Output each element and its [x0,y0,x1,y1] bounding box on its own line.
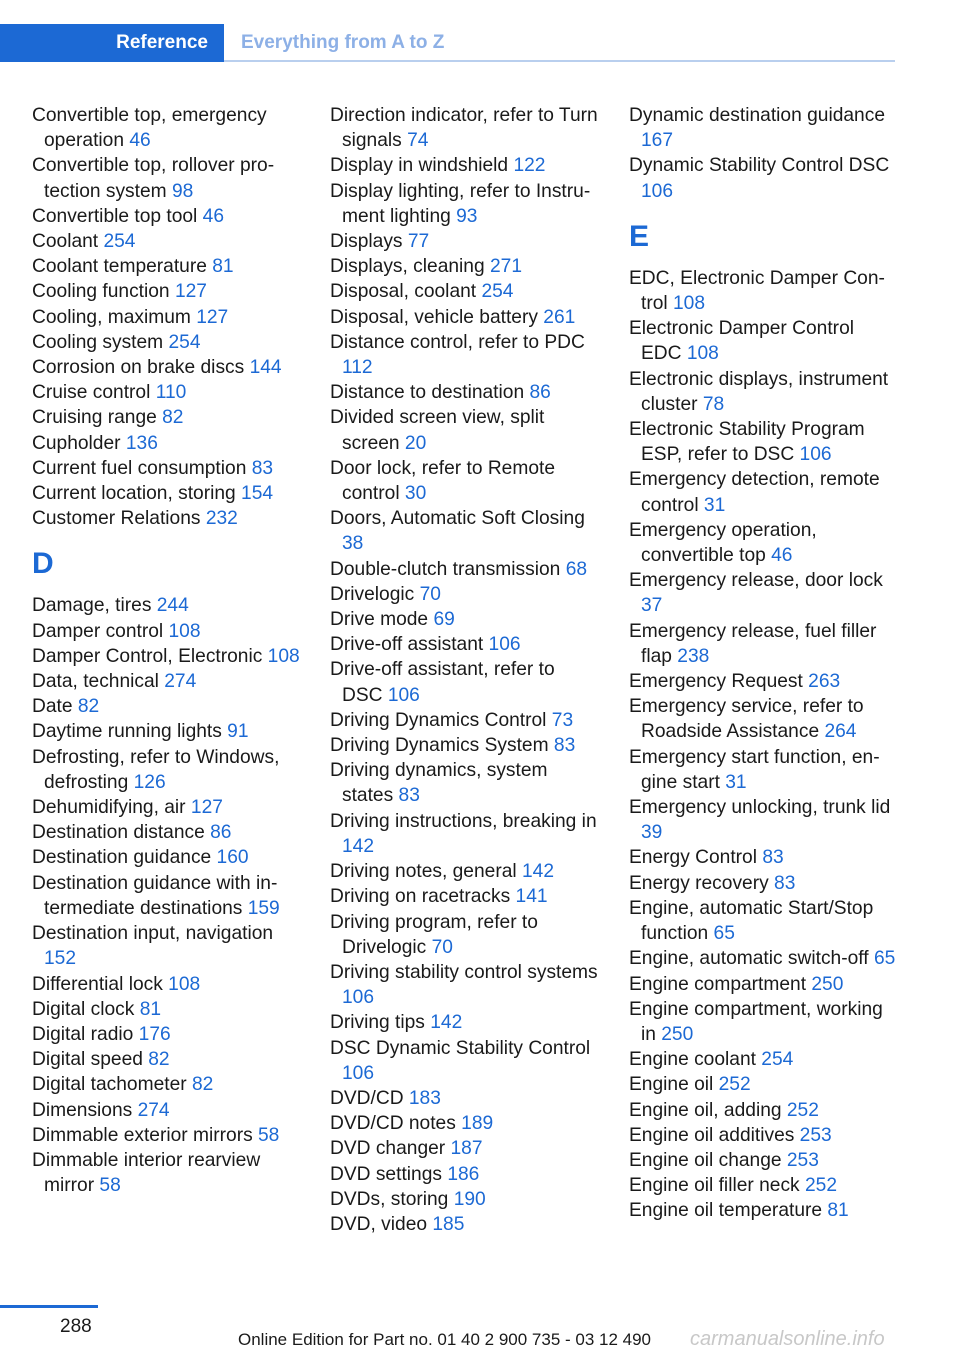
index-entry [330,884,600,909]
header-title: Everything from A to Z [241,32,445,53]
index-page-link[interactable]: 263 [808,671,841,693]
index-page-link[interactable]: 106 [799,444,832,466]
index-page-link[interactable]: 70 [419,583,441,605]
index-entry [330,506,600,556]
index-entry [629,568,899,618]
index-page-link[interactable]: 142 [342,835,375,857]
index-entry-text: Drive mode [330,609,434,631]
index-entry [330,557,600,582]
index-entry [330,582,600,607]
index-entry-text: Driving Dynamics Control [330,709,552,731]
index-entry [330,1212,600,1237]
index-entry [32,997,302,1022]
index-entry-text: Energy Control [629,847,763,869]
index-entry-text: Engine oil temperature [629,1200,828,1222]
index-entry [330,229,600,254]
index-entry-text: Electronic displays, instrument cluster [629,368,889,415]
index-entry-text: Current location, storing [32,483,242,505]
index-entry [629,1123,899,1148]
index-entry-text: Emergency unlocking, trunk lid [629,797,891,819]
index-entry-text: Convertible top, rollover protection system [32,155,275,202]
index-entry-text: Emergency operation, convertible top [629,519,817,567]
index-page-link[interactable]: 83 [251,457,274,479]
index-page-link[interactable]: 159 [247,897,280,919]
index-page-link[interactable]: 127 [190,797,223,819]
index-entry-text: Engine oil filler neck [629,1175,805,1197]
index-page-link[interactable]: 254 [481,281,514,303]
index-entry-text: Driving tips [330,1012,431,1034]
index-entry-text: Display lighting, refer to Instrument lighting [330,180,591,227]
header-rule [224,60,895,62]
index-entry [330,809,600,859]
index-entry-text: Dehumidifying, air [32,797,191,819]
index-entry-text: Driving stability control systems [330,961,598,983]
index-entry-text: Direction indicator, refer to Turn signals [330,105,598,152]
watermark: carmanualsonline.info [690,1328,885,1350]
index-entry [32,103,302,153]
index-entry-text: Coolant temperature [32,256,213,278]
index-entry-text: Drive-off assistant [330,634,489,656]
index-entry-text: DVDs, storing [330,1188,454,1210]
index-entry-text: Engine, automatic Start/Stop function [629,897,874,945]
index-page-link[interactable]: 254 [761,1049,794,1071]
index-entry [629,896,899,946]
index-page-link[interactable]: 106 [387,684,420,706]
index-column-3 [629,103,899,1224]
index-page-link[interactable]: 152 [44,948,77,970]
index-entry-text: Displays, cleaning [330,256,490,278]
index-entry [32,405,302,430]
index-entry-text: Dynamic destination guidance [629,105,885,126]
index-entry-text: Destination distance [32,822,211,844]
index-entry [32,153,302,203]
index-page-link[interactable]: 136 [125,432,158,454]
index-entry-text: Energy recovery [629,872,775,894]
index-entry [629,972,899,997]
index-letter-heading: E [629,219,650,253]
index-entry [330,1036,600,1086]
index-entry-text: Engine oil additives [629,1124,800,1146]
index-entry-text: Daytime running lights [32,721,228,743]
index-page-link[interactable]: 108 [686,343,719,365]
index-entry-text: Dimensions [32,1099,138,1121]
index-entry [32,355,302,380]
index-entry [629,871,899,896]
index-entry [32,481,302,506]
index-entry [629,153,899,203]
index-entry [32,1148,302,1198]
index-entry [32,506,302,531]
index-page-link[interactable]: 46 [202,205,224,227]
index-entry [629,417,899,467]
index-entry [32,330,302,355]
index-page-link[interactable]: 86 [210,822,232,844]
index-entry [629,669,899,694]
index-page-link[interactable]: 185 [432,1213,465,1235]
index-page-link[interactable]: 183 [408,1087,441,1109]
index-page-link[interactable]: 68 [565,558,588,580]
index-entry [32,871,302,921]
index-entry-text: Damage, tires [32,595,157,617]
page-number: 288 [60,1316,92,1337]
footer-rule [0,1305,98,1308]
index-entry-text: Driving Dynamics System [330,735,554,757]
index-entry [330,1162,600,1187]
index-entry [629,518,899,568]
index-page-link[interactable]: 70 [431,936,453,958]
index-entry [629,1173,899,1198]
index-entry [32,644,302,669]
index-page-link[interactable]: 187 [450,1138,483,1160]
index-entry [629,316,899,366]
index-page-link[interactable]: 186 [447,1163,480,1185]
index-page-link[interactable]: 82 [191,1074,214,1096]
index-entry [629,1198,899,1223]
index-entry-text: Driving dynamics, system states [330,760,548,807]
page-header [0,24,895,62]
index-entry-text: Electronic Damper Control EDC [629,318,855,365]
index-entry [330,1086,600,1111]
index-page-link[interactable]: 160 [216,847,249,869]
index-entry [32,820,302,845]
index-page-link[interactable]: 31 [725,771,747,793]
index-page-link[interactable]: 141 [515,886,548,908]
index-entry-text: Cruising range [32,407,163,429]
index-entry [629,1047,899,1072]
index-entry-text: Doors, Automatic Soft Closing [330,508,585,530]
index-entry [32,619,302,644]
index-page-link[interactable]: 82 [148,1049,170,1071]
index-entry [330,657,600,707]
index-entry [629,1098,899,1123]
index-page-link[interactable]: 126 [133,771,166,793]
index-entry-text: Defrosting, refer to Windows, defrosting [32,746,280,793]
index-entry-text: Corrosion on brake discs [32,357,250,379]
index-page-link[interactable]: 142 [430,1012,463,1034]
index-page-link[interactable]: 232 [205,508,238,530]
index-entry-text: Divided screen view, split screen [330,407,545,454]
index-entry-text: Differential lock [32,973,169,995]
index-page-link[interactable]: 69 [433,609,455,631]
index-entry [330,960,600,1010]
index-entry-text: Engine compartment, working in [629,998,883,1045]
index-page-link[interactable]: 253 [799,1124,832,1146]
index-page-link[interactable]: 238 [677,645,710,667]
index-entry [32,694,302,719]
index-entry [32,254,302,279]
index-entry [330,456,600,506]
index-page-link[interactable]: 31 [703,494,726,516]
index-entry [32,845,302,870]
index-page-link[interactable]: 77 [407,231,430,253]
index-entry [32,1022,302,1047]
index-entry [330,1111,600,1136]
index-entry-text: Destination guidance [32,847,217,869]
index-page-link[interactable]: 81 [212,256,234,278]
index-entry [32,1098,302,1123]
index-page-link[interactable]: 274 [137,1099,170,1121]
index-entry-text: Cupholder [32,432,126,454]
index-entry [32,921,302,971]
index-entry [629,1148,899,1173]
index-page-link[interactable]: 261 [543,306,576,328]
index-page-link[interactable]: 81 [827,1200,849,1222]
index-entry-text: Engine compartment [629,973,812,995]
index-entry [330,708,600,733]
index-entry-text: Distance control, refer to PDC [330,331,585,353]
index-entry-text: Digital radio [32,1023,139,1045]
index-page-link[interactable]: 167 [641,130,674,152]
index-entry [629,997,899,1047]
index-page-link[interactable]: 81 [139,998,162,1020]
index-entry [629,367,899,417]
index-entry-text: Emergency service, refer to Roadside Assistance [629,696,864,743]
index-entry-text: Door lock, refer to Remote control [330,457,556,505]
index-entry-text: DVD/CD notes [330,1113,462,1135]
index-page-link[interactable]: 46 [129,130,151,152]
index-entry [330,859,600,884]
index-page-link[interactable]: 106 [641,180,674,202]
index-page-link[interactable]: 264 [824,721,857,743]
index-page-link[interactable]: 253 [786,1149,819,1171]
index-entry [330,153,600,178]
index-entry [330,1187,600,1212]
index-page-link[interactable]: 254 [103,231,136,253]
index-entry [32,380,302,405]
index-entry-text: Disposal, coolant [330,281,482,303]
index-entry-text: Distance to destination [330,382,530,404]
index-entry-text: Coolant [32,231,104,253]
index-entry [330,758,600,808]
index-entry [330,279,600,304]
index-page-link[interactable]: 154 [241,483,274,505]
index-page-link[interactable]: 112 [342,357,373,379]
index-entry-text: Engine oil [629,1074,719,1096]
index-entry [32,745,302,795]
index-entry [32,279,302,304]
index-column-2 [330,103,600,1237]
index-entry [330,103,600,153]
index-entry [330,330,600,380]
index-entry-text: Destination guidance with intermediate destinations [32,872,278,919]
index-page-link[interactable]: 83 [762,847,784,869]
index-entry-text: Digital clock [32,998,140,1020]
index-entry [330,1010,600,1035]
index-entry-text: DVD, video [330,1213,433,1235]
index-entry [32,1047,302,1072]
index-entry-text: DVD/CD [330,1087,409,1109]
index-page-link[interactable]: 252 [786,1099,819,1121]
index-page-link[interactable]: 106 [342,1062,375,1084]
index-entry-text: Convertible top, emergency operation [32,105,267,152]
index-entry [629,1072,899,1097]
index-page-link[interactable]: 106 [488,634,521,656]
index-entry-text: Customer Relations [32,508,206,530]
index-entry-text: Digital tachometer [32,1074,192,1096]
section-tab [0,24,224,62]
index-page-link[interactable]: 176 [138,1023,171,1045]
index-page-link[interactable]: 271 [489,256,522,278]
index-page-link[interactable]: 65 [713,923,735,945]
index-entry-text: Emergency start function, engine start [629,746,880,793]
index-entry-text: Emergency detection, remote control [629,469,880,516]
index-entry-text: Drive-off assistant, refer to DSC [330,659,555,706]
index-entry-text: Driving instructions, breaking in [330,810,597,832]
index-page-link[interactable]: 122 [513,155,546,177]
index-entry [330,607,600,632]
index-entry [330,380,600,405]
index-entry-text: Dynamic Stability Control DSC [629,155,890,177]
index-entry [32,1072,302,1097]
index-entry [629,694,899,744]
index-entry [629,845,899,870]
index-page-link[interactable]: 39 [641,822,663,844]
index-entry [32,669,302,694]
index-entry [330,910,600,960]
index-entry [330,254,600,279]
index-entry-text: Display in windshield [330,155,514,177]
index-entry-text: Cruise control [32,382,156,404]
index-page-link[interactable]: 83 [398,785,420,807]
index-page-link[interactable]: 46 [771,545,793,567]
index-entry [629,103,899,153]
index-page-link[interactable]: 189 [461,1113,494,1135]
index-entry [629,467,899,517]
index-page-link[interactable]: 73 [551,709,574,731]
index-page-link[interactable]: 30 [404,483,427,505]
index-entry [32,719,302,744]
index-entry-text: Drivelogic [330,583,420,605]
index-entry-text: Displays [330,231,408,253]
index-entry [629,619,899,669]
index-entry [32,972,302,997]
index-entry [32,204,302,229]
index-entry-text: Cooling, maximum [32,306,197,328]
index-entry-text: Current fuel consumption [32,457,252,479]
index-entry-text: Double-clutch transmission [330,558,566,580]
index-entry-text: Emergency release, door lock [629,570,883,592]
index-entry-text: Destination input, navigation [32,923,274,945]
index-page-link[interactable]: 58 [258,1124,280,1146]
index-entry-text: Dimmable interior rearview mirror [32,1149,261,1197]
index-entry [330,632,600,657]
index-entry [32,229,302,254]
index-entry [32,795,302,820]
index-page-link[interactable]: 83 [553,735,576,757]
index-entry [330,733,600,758]
index-page-link[interactable]: 106 [342,987,375,1009]
edition-note: Online Edition for Part no. 01 40 2 900 735 - 03 12 490 [238,1330,652,1349]
index-page-link[interactable]: 110 [155,382,187,404]
index-page-link[interactable]: 83 [774,872,796,894]
section-label: Reference [116,32,208,53]
index-page-link[interactable]: 58 [99,1175,121,1197]
index-entry-text: Dimmable exterior mirrors [32,1124,259,1146]
index-page-link[interactable]: 82 [162,407,184,429]
index-entry [32,431,302,456]
index-page-link[interactable]: 144 [249,357,282,379]
index-page-link[interactable]: 93 [456,205,478,227]
index-entry-text: EDC, Electronic Damper Control [629,267,885,315]
index-entry-text: Damper control [32,620,169,642]
index-entry-text: Damper Control, Electronic [32,645,268,667]
index-page-link[interactable]: 78 [702,393,725,415]
index-entry [629,946,899,971]
index-entry-text: Digital speed [32,1049,149,1071]
index-entry-text: Emergency release, fuel filler flap [629,620,877,667]
index-page-link[interactable]: 254 [168,331,201,353]
index-page-link[interactable]: 127 [196,306,229,328]
index-entry [32,1123,302,1148]
index-entry-text: Cooling system [32,331,169,353]
index-page-link[interactable]: 108 [673,293,706,315]
index-entry-text: Engine, automatic switch-off [629,948,874,970]
index-column-1 [32,103,302,1198]
index-entry-text: DSC Dynamic Stability Control [330,1037,591,1059]
index-entry-text: Driving on racetracks [330,886,516,908]
index-page-link[interactable]: 142 [521,861,554,883]
index-letter-heading: D [32,547,54,581]
index-page-link[interactable]: 108 [168,620,201,642]
index-entry [32,305,302,330]
index-entry [32,456,302,481]
index-page-link[interactable]: 82 [77,696,100,718]
index-page-link[interactable]: 274 [164,671,197,693]
index-entry-text: Disposal, vehicle battery [330,306,544,328]
index-page-link[interactable]: 74 [407,130,429,152]
index-entry-text: Cooling function [32,281,175,303]
index-entry [330,1136,600,1161]
index-page-link[interactable]: 108 [168,973,201,995]
index-entry-text: Engine oil change [629,1149,787,1171]
index-page-link[interactable]: 244 [156,595,189,617]
index-entry [32,593,302,618]
index-entry-text: Driving notes, general [330,861,522,883]
index-entry-text: Engine oil, adding [629,1099,787,1121]
index-page-link[interactable]: 86 [529,382,551,404]
index-entry [629,795,899,845]
index-page-link[interactable]: 65 [873,948,896,970]
index-entry [330,179,600,229]
index-entry-text: Driving program, refer to Drivelogic [330,911,538,958]
index-entry-text: Engine coolant [629,1049,762,1071]
index-page-link[interactable]: 250 [661,1023,694,1045]
index-entry-text: DVD settings [330,1163,448,1185]
index-entry-text: Convertible top tool [32,205,203,227]
index-entry-text: Date [32,696,78,718]
index-page-link[interactable]: 98 [171,180,194,202]
index-entry [629,745,899,795]
index-entry-text: Emergency Request [629,671,809,693]
index-page-link[interactable]: 20 [404,432,427,454]
index-page-link[interactable]: 108 [267,645,300,667]
index-page-link[interactable]: 190 [453,1188,486,1210]
index-page-link[interactable]: 250 [811,973,844,995]
index-entry-text: Electronic Stability Program ESP, refer to DSC [629,419,865,466]
index-entry [330,305,600,330]
index-page-link[interactable]: 252 [718,1074,751,1096]
index-page-link[interactable]: 252 [804,1175,837,1197]
index-entry-text: Data, technical [32,671,165,693]
index-page-link[interactable]: 91 [227,721,249,743]
index-page-link[interactable]: 37 [641,595,663,617]
index-entry [330,405,600,455]
index-entry-text: DVD changer [330,1138,451,1160]
index-entry [629,266,899,316]
index-page-link[interactable]: 38 [342,533,364,555]
index-page-link[interactable]: 127 [174,281,207,303]
